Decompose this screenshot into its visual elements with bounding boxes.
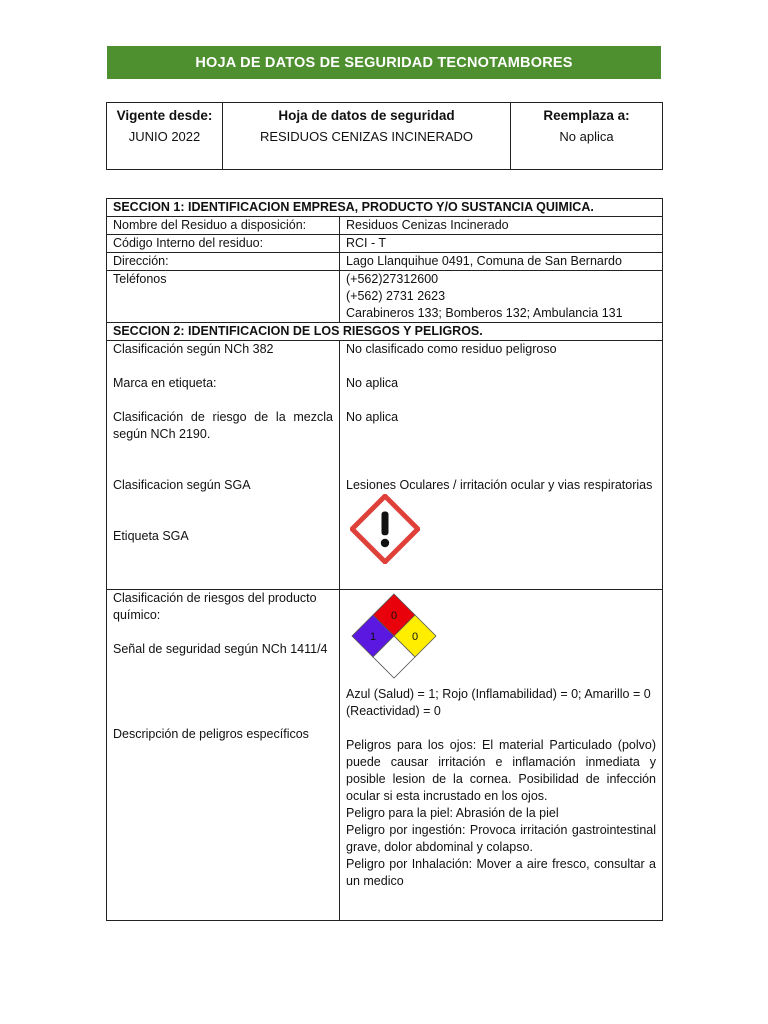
codigo-label: Código Interno del residuo:	[107, 235, 340, 253]
descripcion-label: Descripción de peligros específicos	[113, 727, 309, 741]
nfpa-diamond-graphic	[349, 592, 439, 682]
peligro-ojos: Peligros para los ojos: El material Particulado (polvo) puede causar irritación e inflamación inmediata y posible lesion de la cornea. Posibilidad de infección ocular si esta incrustado en los ojos.	[346, 738, 657, 803]
marca-value: No aplica	[346, 376, 399, 390]
document-title-banner: HOJA DE DATOS DE SEGURIDAD TECNOTAMBORES	[107, 46, 661, 79]
table-row	[107, 341, 663, 590]
reemplaza-label: Reemplaza a:	[543, 108, 630, 123]
vigente-label: Vigente desde:	[116, 108, 213, 123]
senal-label: Señal de seguridad según NCh 1411/4	[113, 642, 328, 656]
hoja-value: RESIDUOS CENIZAS INCINERADO	[259, 129, 474, 144]
telefonos-values	[340, 271, 663, 323]
clasif-producto-label: Clasificación de riesgos del producto químico:	[113, 591, 317, 622]
table-row	[107, 217, 663, 235]
vigente-cell	[107, 103, 223, 170]
hazard-labels-cell	[107, 590, 340, 921]
nfpa-health-value: 1	[369, 631, 377, 643]
direccion-value: Lago Llanquihue 0491, Comuna de San Bernardo	[340, 253, 663, 271]
mezcla-label: Clasificación de riesgo de la mezcla según NCh 2190.	[113, 410, 333, 441]
document-header-table	[106, 102, 663, 170]
reemplaza-cell	[511, 103, 663, 170]
mezcla-value: No aplica	[346, 410, 399, 424]
vigente-value: JUNIO 2022	[128, 129, 201, 144]
section1-title: SECCION 1: IDENTIFICACION EMPRESA, PRODUCTO Y/O SUSTANCIA QUIMICA.	[107, 199, 663, 217]
peligro-inhalacion: Peligro por Inhalación: Mover a aire fresco, consultar a un medico	[346, 857, 657, 888]
clasif-nch382-value: No clasificado como residuo peligroso	[346, 342, 557, 356]
telefono-1: (+562)27312600	[346, 272, 439, 286]
peligro-piel: Peligro para la piel: Abrasión de la piel	[346, 806, 559, 820]
direccion-label: Dirección:	[107, 253, 340, 271]
peligro-ingestion: Peligro por ingestión: Provoca irritación gastrointestinal grave, dolor abdominal y colapso.	[346, 823, 657, 854]
section2-header-row	[107, 323, 663, 341]
sga-label: Clasificacion según SGA	[113, 478, 251, 492]
marca-label: Marca en etiqueta:	[113, 376, 217, 390]
hoja-label: Hoja de datos de seguridad	[278, 108, 455, 123]
codigo-value: RCI - T	[340, 235, 663, 253]
section2-title: SECCION 2: IDENTIFICACION DE LOS RIESGOS Y PELIGROS.	[107, 323, 663, 341]
emergency-numbers: Carabineros 133; Bomberos 132; Ambulancia 131	[346, 306, 623, 320]
nfpa-legend: Azul (Salud) = 1; Rojo (Inflamabilidad) = 0; Amarillo = 0 (Reactividad) = 0	[346, 687, 651, 718]
telefono-2: (+562) 2731 2623	[346, 289, 446, 303]
residuo-name-value: Residuos Cenizas Incinerado	[340, 217, 663, 235]
residuo-name-label: Nombre del Residuo a disposición:	[107, 217, 340, 235]
section1-header-row	[107, 199, 663, 217]
nfpa-flammability-value: 0	[390, 610, 398, 622]
nfpa-diamond	[349, 592, 439, 682]
classification-labels-cell	[107, 341, 340, 590]
safety-data-table	[106, 198, 663, 921]
exclamation-mark-pictogram-icon	[350, 494, 420, 564]
clasif-nch382-label: Clasificación según NCh 382	[113, 342, 274, 356]
hazard-values-cell	[340, 590, 663, 921]
table-row	[107, 590, 663, 921]
reemplaza-value: No aplica	[559, 129, 614, 144]
classification-values-cell	[340, 341, 663, 590]
hoja-cell	[223, 103, 511, 170]
nfpa-reactivity-value: 0	[411, 631, 419, 643]
etiqueta-sga-label: Etiqueta SGA	[113, 529, 189, 543]
table-row	[107, 271, 663, 323]
sga-value: Lesiones Oculares / irritación ocular y vias respiratorias	[346, 478, 653, 492]
table-row	[107, 235, 663, 253]
telefonos-label: Teléfonos	[107, 271, 340, 323]
table-row	[107, 253, 663, 271]
